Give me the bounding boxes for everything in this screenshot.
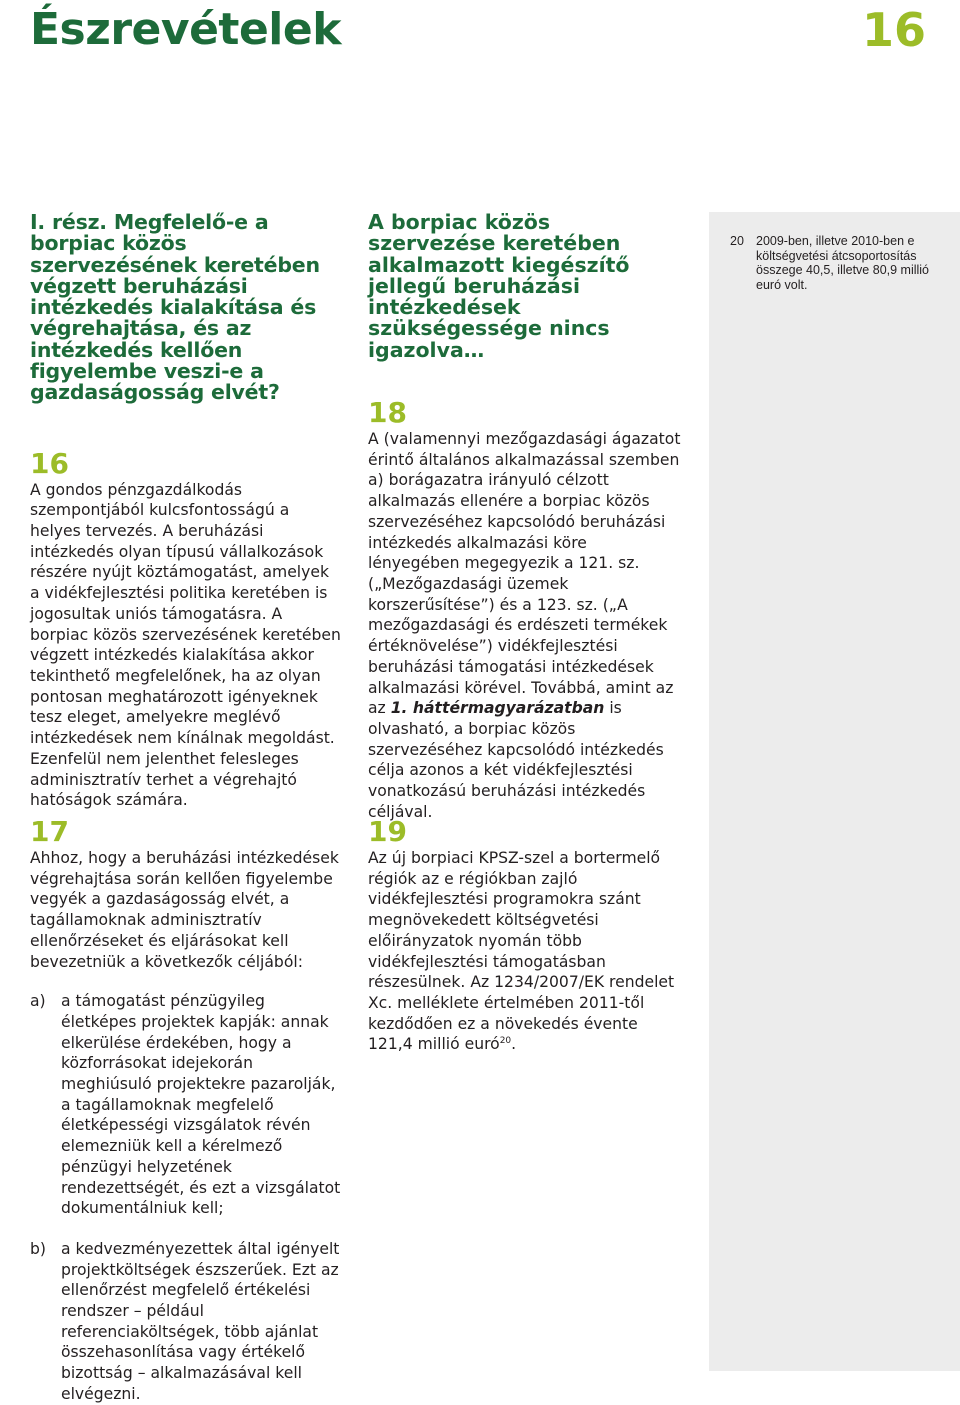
paragraph-18-text (368, 429, 682, 822)
requirements-list (30, 991, 342, 1404)
paragraph-18-text-end: is olvasható, a borpiac közös szervezéséhez kapcsolódó intézkedés célja azonos a két vidékfejlesztési vonatkozású beruházási intézkedés céljával. (368, 699, 664, 821)
page-number: 16 (861, 3, 926, 57)
paragraph-17-intro: Ahhoz, hogy a beruházási intézkedések végrehajtása során kellően figyelembe vegyék a gazdaságosság elvét, a tagállamoknak adminisztratív ellenőrzéseket és eljárásokat kell bevezetniük a következők céljából: (30, 849, 339, 971)
right-column-bottom (368, 816, 682, 1055)
spacer (30, 972, 342, 991)
list-item (30, 991, 342, 1219)
paragraph-number-18: 18 (368, 396, 407, 430)
paragraph-number-16: 16 (30, 446, 69, 480)
spacer (30, 404, 342, 448)
footnote (730, 234, 952, 292)
footnote-reference: 20 (499, 1036, 512, 1047)
left-column-top (30, 212, 342, 811)
paragraph-number-17: 17 (30, 815, 69, 848)
spacer (368, 361, 682, 397)
left-column-bottom (30, 816, 342, 1405)
paragraph-19-end: . (511, 1035, 517, 1054)
page-title: Észrevételek (30, 4, 341, 55)
list-item (30, 1239, 342, 1405)
paragraph-18-text-start: A (valamennyi mezőgazdasági ágazatot érintő általános alkalmazással szemben a) borágazatra irányuló célzott alkalmazás ellenére a borpiac közös szervezéséhez kapcsolódó beruházási intézkedés alkalmazási köre lényegében megegyezik a 121. sz. („Mezőgazdasági üzemek korszerűsítése”) és a 123. sz. („A mezőgazdasági és erdészeti termékek értéknövelése”) vidékfejlesztési beruházási támogatási intézkedések alkalmazási körével. Továbbá, amint az az (368, 430, 681, 718)
list-marker: a) (30, 992, 46, 1011)
footnote-panel (709, 212, 960, 1371)
list-item-text: a kedvezményezettek által igényelt projektköltségek észszerűek. Ezt az ellenőrzést megfelelő értékelési rendszer – például referenciaköltségek, több ajánlat összehasonlítása vagy értékelő bizottság – alkalmazásával kell elvégezni. (61, 1239, 340, 1403)
list-marker: b) (30, 1239, 46, 1258)
paragraph-19-text (368, 848, 682, 1055)
right-column-top (368, 212, 682, 822)
footnote-number: 20 (730, 234, 744, 248)
section-heading: A borpiac közös szervezése keretében alkalmazott kiegészítő jellegű beruházási intézkedések szükségessége nincs igazolva… (368, 210, 630, 362)
footnote-text: 2009-ben, illetve 2010-ben e költségvetési átcsoportosítás összege 40,5, illetve 80,9 millió euró volt. (756, 234, 930, 292)
background-reference: 1. háttérmagyarázatban (390, 699, 605, 718)
paragraph-16-text: A gondos pénzgazdálkodás szempontjából kulcsfontosságú a helyes tervezés. A beruházási intézkedés olyan típusú vállalkozások részére nyújt köztámogatást, amelyek a vidékfejlesztési politika keretében is jogosultak uniós támogatásra. A borpiac közös szervezésének keretében végzett intézkedés kialakítása akkor tekinthető megfelelőnek, ha az olyan pontosan meghatározott igényeknek tesz eleget, amelyekre meglévő intézkedések nem kínálnak megoldást. Ezenfelül nem jelenthet felesleges adminisztratív terhet a végrehajtó hatóságok számára. (30, 480, 341, 810)
list-item-text: a támogatást pénzügyileg életképes projektek kapják: annak elkerülése érdekében, hogy a közforrásokat idejekorán meghiúsuló projektekre pazarolják, a tagállamoknak megfelelő életképességi vizsgálatok révén elemezniük kell a kérelmező pénzügyi helyzetének rendezettségét, és ezt a vizsgálatot dokumentálniuk kell; (61, 992, 341, 1218)
paragraph-19-body: Az új borpiaci KPSZ-szel a bortermelő régiók az e régiókban zajló vidékfejlesztési programokra szánt megnövekedett költségvetési előirányzatok nyomán több vidékfejlesztési támogatásban részesülnek. Az 1234/2007/EK rendelet Xc. melléklete értelmében 2011-től kezdődően ez a növekedés évente 121,4 millió euró (368, 849, 675, 1054)
part-heading: I. rész. Megfelelő-e a borpiac közös szervezésének keretében végzett beruházási intézkedés kialakítása és végrehajtása, és az intézkedés kellően figyelembe veszi-e a gazdaságosság elvét? (30, 210, 320, 405)
paragraph-number-19: 19 (368, 815, 407, 848)
